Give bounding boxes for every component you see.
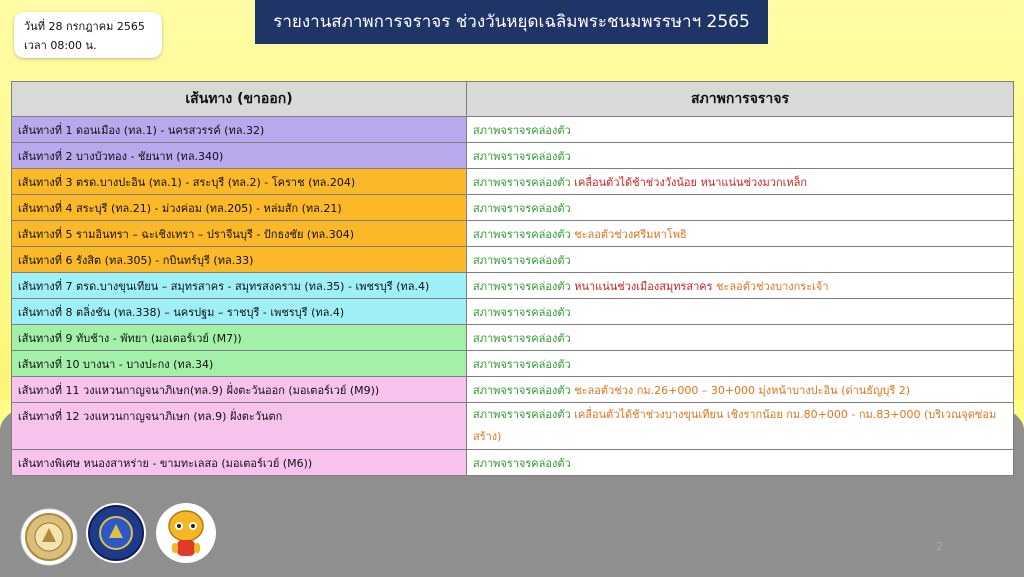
route-cell: เส้นทางที่ 6 รังสิต (ทล.305) - กบินทร์บุรี (ทล.33) (12, 247, 467, 273)
mascot-icon (155, 502, 217, 568)
status-cell (467, 377, 1014, 403)
page-title: รายงานสภาพการจราจร ช่วงวันหยุดเฉลิมพระชนมพรรษาฯ 2565 (255, 0, 768, 44)
status-cell (467, 325, 1014, 351)
status-note: เคลื่อนตัวได้ช้าช่วงบางขุนเทียน เชิงรากน้อย กม.80+000 - กม.83+000 (บริเวณจุดซ่อมสร้าง) (473, 408, 997, 443)
status-note: ชะลอตัวช่วงบางกระเจ้า (716, 279, 829, 293)
route-cell: เส้นทางที่ 7 ตรด.บางขุนเทียน – สมุทรสาคร - สมุทรสงคราม (ทล.35) - เพชรบุรี (ทล.4) (12, 273, 467, 299)
table-row (12, 169, 1014, 195)
status-text: สภาพจราจรคล่องตัว (473, 201, 571, 215)
status-text: สภาพจราจรคล่องตัว (473, 123, 571, 137)
status-note: ชะลอตัวช่วงศรีมหาโพธิ (574, 227, 687, 241)
status-cell (467, 299, 1014, 325)
status-cell (467, 403, 1014, 450)
status-text: สภาพจราจรคล่องตัว (473, 149, 571, 163)
status-note: หนาแน่นช่วงเมืองสมุทรสาคร (574, 279, 713, 293)
route-cell: เส้นทางที่ 10 บางนา - บางปะกง (ทล.34) (12, 351, 467, 377)
status-text: สภาพจราจรคล่องตัว (473, 456, 571, 470)
highway-police-badge-icon (85, 502, 147, 568)
page-number: 2 (936, 540, 943, 553)
status-text: สภาพจราจรคล่องตัว (473, 383, 571, 397)
status-cell (467, 273, 1014, 299)
table-row (12, 299, 1014, 325)
department-seal-icon (20, 508, 78, 570)
status-text: สภาพจราจรคล่องตัว (473, 408, 571, 421)
table-row (12, 143, 1014, 169)
status-text: สภาพจราจรคล่องตัว (473, 227, 571, 241)
table-row (12, 273, 1014, 299)
table-row (12, 195, 1014, 221)
table-row (12, 377, 1014, 403)
column-header-route: เส้นทาง (ขาออก) (12, 82, 467, 117)
route-cell: เส้นทางที่ 9 ทับช้าง - พัทยา (มอเตอร์เวย์ (M7)) (12, 325, 467, 351)
status-note: ชะลอตัวช่วง กม.26+000 – 30+000 มุ่งหน้าบางปะอิน (ด่านธัญบุรี 2) (574, 383, 911, 397)
date-time-box (14, 12, 162, 58)
route-cell: เส้นทางพิเศษ หนองสาหร่าย - ขามทะเลสอ (มอเตอร์เวย์ (M6)) (12, 450, 467, 476)
table-header-row (12, 82, 1014, 117)
report-time: เวลา 08:00 น. (24, 39, 97, 52)
status-cell (467, 221, 1014, 247)
route-cell: เส้นทางที่ 3 ตรด.บางปะอิน (ทล.1) - สระบุรี (ทล.2) - โคราช (ทล.204) (12, 169, 467, 195)
route-cell: เส้นทางที่ 8 ตลิ่งชัน (ทล.338) – นครปฐม – ราชบุรี - เพชรบุรี (ทล.4) (12, 299, 467, 325)
status-cell (467, 247, 1014, 273)
status-cell (467, 195, 1014, 221)
status-text: สภาพจราจรคล่องตัว (473, 357, 571, 371)
status-note: หนาแน่นช่วงมวกเหล็ก (700, 175, 808, 189)
table-row (12, 117, 1014, 143)
table-row (12, 325, 1014, 351)
route-cell: เส้นทางที่ 1 ดอนเมือง (ทล.1) - นครสวรรค์ (ทล.32) (12, 117, 467, 143)
status-text: สภาพจราจรคล่องตัว (473, 305, 571, 319)
table-row (12, 403, 1014, 450)
status-cell (467, 450, 1014, 476)
status-cell (467, 169, 1014, 195)
status-note: เคลื่อนตัวได้ช้าช่วงวังน้อย (574, 175, 697, 189)
status-text: สภาพจราจรคล่องตัว (473, 175, 571, 189)
report-date: วันที่ 28 กรกฎาคม 2565 (24, 20, 145, 33)
status-cell (467, 143, 1014, 169)
route-cell: เส้นทางที่ 4 สระบุรี (ทล.21) - ม่วงค่อม (ทล.205) - หล่มสัก (ทล.21) (12, 195, 467, 221)
status-cell (467, 351, 1014, 377)
table-row (12, 450, 1014, 476)
table-row (12, 221, 1014, 247)
route-cell: เส้นทางที่ 11 วงแหวนกาญจนาภิเษก(ทล.9) ฝั่งตะวันออก (มอเตอร์เวย์ (M9)) (12, 377, 467, 403)
status-text: สภาพจราจรคล่องตัว (473, 279, 571, 293)
traffic-table (11, 81, 1014, 476)
table-row (12, 351, 1014, 377)
status-cell (467, 117, 1014, 143)
route-cell: เส้นทางที่ 2 บางบัวทอง - ชัยนาท (ทล.340) (12, 143, 467, 169)
table-row (12, 247, 1014, 273)
status-text: สภาพจราจรคล่องตัว (473, 253, 571, 267)
route-cell: เส้นทางที่ 12 วงแหวนกาญจนาภิเษก (ทล.9) ฝั่งตะวันตก (12, 403, 467, 450)
status-text: สภาพจราจรคล่องตัว (473, 331, 571, 345)
route-cell: เส้นทางที่ 5 รามอินทรา – ฉะเชิงเทรา – ปราจีนบุรี - ปักธงชัย (ทล.304) (12, 221, 467, 247)
column-header-status: สภาพการจราจร (467, 82, 1014, 117)
